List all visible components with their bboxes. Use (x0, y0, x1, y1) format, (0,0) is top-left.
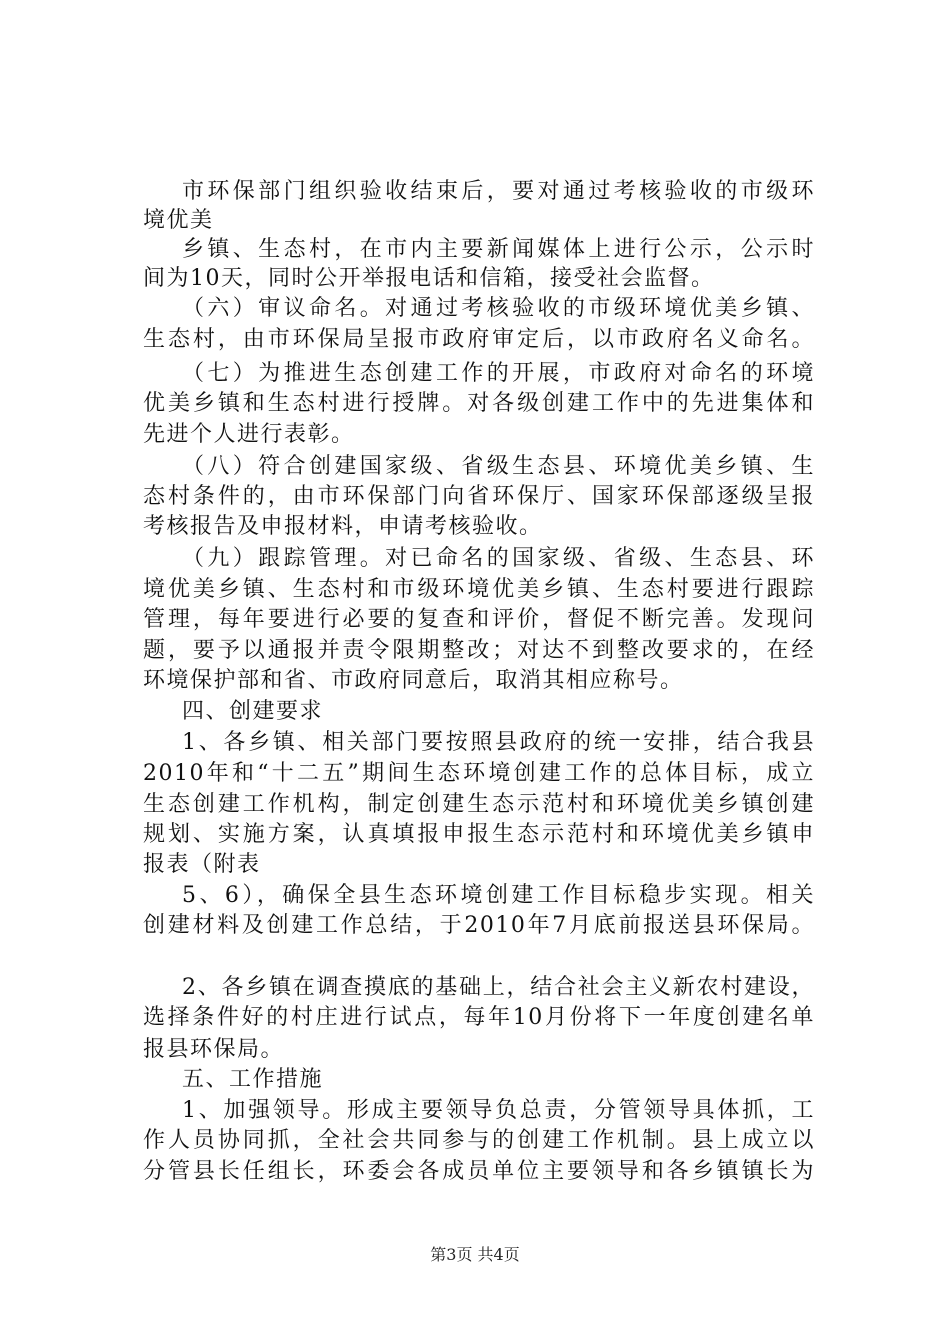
text-line: （九）跟踪管理。对已命名的国家级、省级、生态县、环 (182, 546, 815, 571)
text-line: 5、6），确保全县生态环境创建工作目标稳步实现。相关 (182, 883, 815, 908)
text-line: 境优美 (143, 208, 214, 233)
text-line: （八）符合创建国家级、省级生态县、环境优美乡镇、生 (182, 454, 815, 479)
text-line: 管理，每年要进行必要的复查和评价，督促不断完善。发现问 (143, 607, 815, 632)
text-line: 生态创建工作机构，制定创建生态示范村和环境优美乡镇创建 (143, 792, 815, 817)
page-footer: 第3页 共4页 (430, 1245, 520, 1264)
text-line: 报县环保局。 (143, 1037, 285, 1062)
text-line: 环境保护部和省、市政府同意后，取消其相应称号。 (143, 668, 684, 693)
text-line: 先进个人进行表彰。 (143, 422, 355, 447)
text-line: （七）为推进生态创建工作的开展，市政府对命名的环境 (182, 361, 815, 386)
text-line: 分管县长任组长，环委会各成员单位主要领导和各乡镇镇长为 (143, 1159, 815, 1184)
text-line: 1、加强领导。形成主要领导负总责，分管领导具体抓，工 (182, 1098, 815, 1123)
text-line: 规划、实施方案，认真填报申报生态示范村和环境优美乡镇申 (143, 822, 815, 847)
text-line: 生态村，由市环保局呈报市政府审定后，以市政府名义命名。 (143, 327, 815, 352)
text-line: 间为10天，同时公开举报电话和信箱，接受社会监督。 (143, 266, 715, 291)
text-line: 境优美乡镇、生态村和市级环境优美乡镇、生态村要进行跟踪 (143, 577, 815, 602)
text-line: 态村条件的，由市环保部门向省环保厅、国家环保部逐级呈报 (143, 484, 815, 509)
text-line: 乡镇、生态村，在市内主要新闻媒体上进行公示，公示时 (182, 237, 815, 262)
text-line: 1、各乡镇、相关部门要按照县政府的统一安排，结合我县 (182, 730, 815, 755)
text-line: 2010年和“十二五”期间生态环境创建工作的总体目标，成立 (143, 761, 815, 786)
text-line: 选择条件好的村庄进行试点，每年10月份将下一年度创建名单 (143, 1005, 815, 1030)
section-heading: 四、创建要求 (182, 699, 324, 724)
text-line: 优美乡镇和生态村进行授牌。对各级创建工作中的先进集体和 (143, 391, 815, 416)
text-line: 创建材料及创建工作总结，于2010年7月底前报送县环保局。 (143, 913, 815, 938)
section-heading: 五、工作措施 (182, 1067, 324, 1092)
text-line: 报表（附表 (143, 852, 261, 877)
text-line: （六）审议命名。对通过考核验收的市级环境优美乡镇、 (182, 296, 815, 321)
text-line: 作人员协同抓，全社会共同参与的创建工作机制。县上成立以 (143, 1128, 815, 1153)
text-line: 考核报告及申报材料，申请考核验收。 (143, 514, 543, 539)
text-line: 市环保部门组织验收结束后，要对通过考核验收的市级环 (182, 179, 815, 204)
text-line: 题，要予以通报并责令限期整改；对达不到整改要求的，在经 (143, 638, 815, 663)
text-line: 2、各乡镇在调查摸底的基础上，结合社会主义新农村建设， (182, 975, 815, 1000)
